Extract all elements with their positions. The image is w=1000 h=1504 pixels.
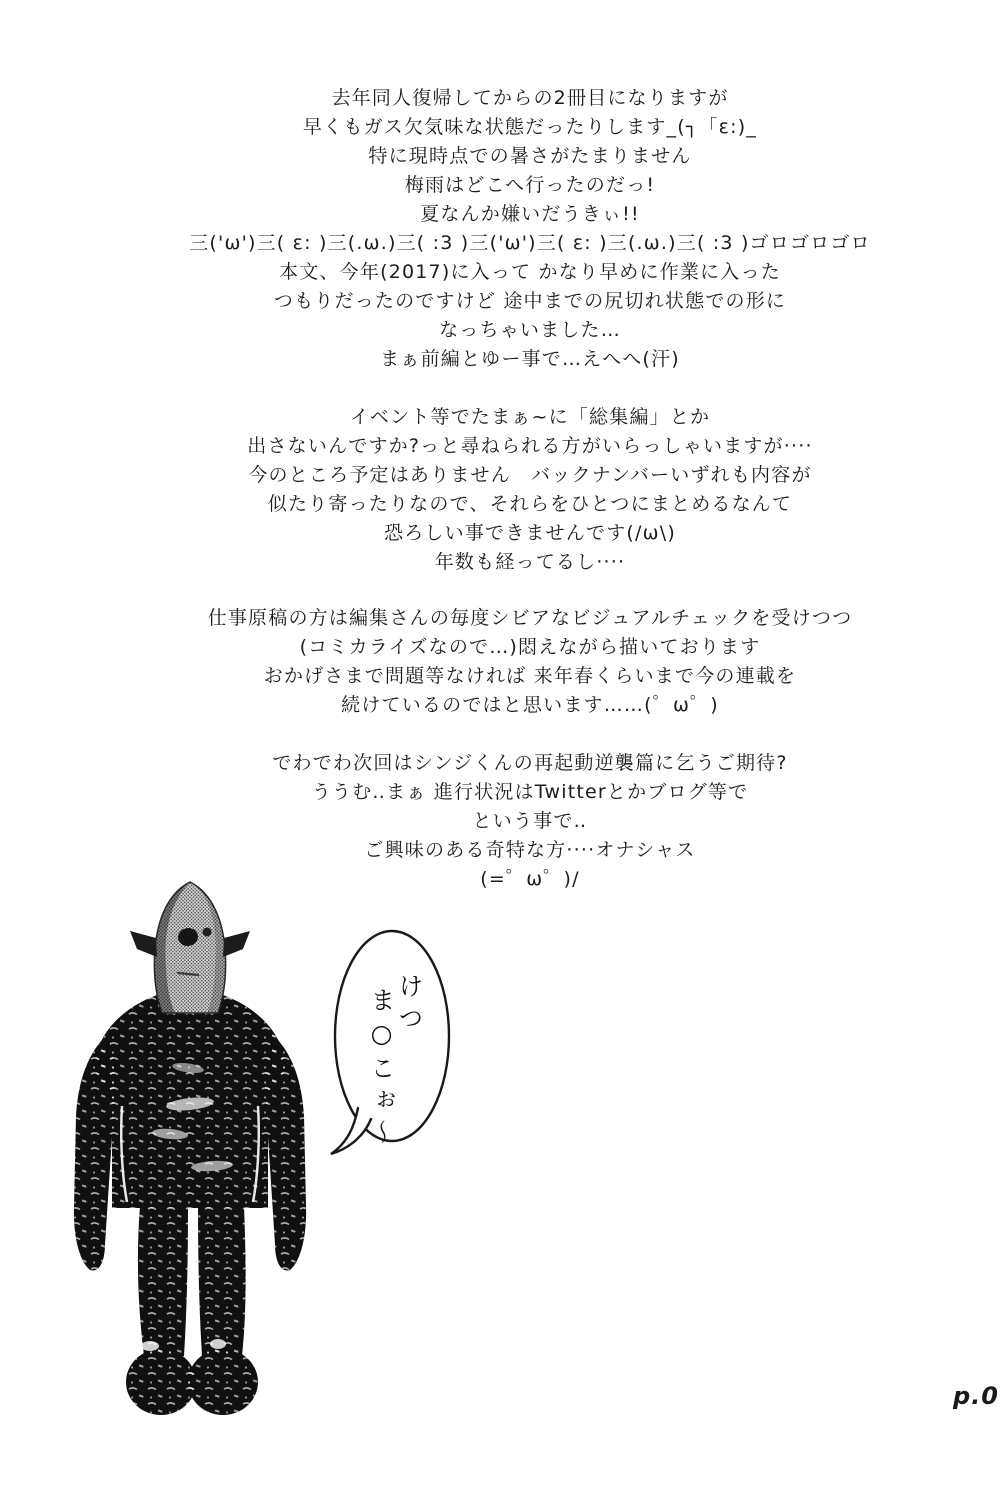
afterword-line: という事で‥ <box>472 810 588 832</box>
afterword-paragraph-3 <box>60 604 1000 720</box>
afterword-line: 早くもガス欠気味な状態だったりします_(┐「ε:)_ <box>302 116 758 138</box>
afterword-line: 年数も経ってるし···· <box>434 551 626 573</box>
afterword-line: 夏なんか嫌いだうきぃ!! <box>420 203 640 225</box>
afterword-line: (コミカライズなので…)悶えながら描いております <box>299 636 761 658</box>
afterword-line: なっちゃいました… <box>439 319 621 341</box>
afterword-line: 似たり寄ったりなので、それらをひとつにまとめるなんて <box>267 493 793 515</box>
afterword-line: 去年同人復帰してからの2冊目になりますが <box>331 87 729 109</box>
afterword-line: イベント等でたまぁ~に「総集編」とか <box>349 406 711 428</box>
afterword-line: でわでわ次回はシンジくんの再起動逆襲篇に乞うご期待? <box>272 752 788 774</box>
afterword-line: 続けているのではと思います……(゜ω゜) <box>341 694 719 716</box>
speech-bubble-text-right: けつ <box>395 973 424 1037</box>
afterword-line: 今のところ予定はありません バックナンバーいずれも内容が <box>248 464 812 486</box>
afterword-paragraph-4 <box>60 749 1000 894</box>
afterword-line: つもりだったのですけど 途中までの尻切れ状態での形に <box>273 290 787 312</box>
afterword-line: 特に現時点での暑さがたまりません <box>368 145 692 167</box>
robot-figure-illustration <box>70 876 314 1428</box>
afterword-line: まぁ前編とゆー事で…えへへ(汗) <box>380 348 680 370</box>
afterword-line: 仕事原稿の方は編集さんの毎度シビアなビジュアルチェックを受けつつ <box>207 607 853 629</box>
afterword-paragraph-1 <box>60 84 1000 374</box>
afterword-line: ご興味のある奇特な方····オナシャス <box>364 839 696 861</box>
afterword-line-kaomoji: 三('ω')三( ε: )三(.ω.)三( :3 )三('ω')三( ε: )三(.ω.)三( :3 )ゴロゴロゴロ <box>189 232 871 254</box>
afterword-line: 恐ろしい事できませんです(/ω\) <box>384 522 676 544</box>
afterword-line: ううむ‥まぁ 進行状況はTwitterとかブログ等で <box>311 781 749 803</box>
afterword-line: おかげさまで問題等なければ 来年春くらいまで今の連載を <box>263 665 797 687</box>
page-number: p.0 <box>953 1382 999 1410</box>
afterword-line: 本文、今年(2017)に入って かなり早めに作業に入った <box>279 261 781 283</box>
afterword-paragraph-2 <box>60 403 1000 577</box>
afterword-line: 梅雨はどこへ行ったのだっ! <box>404 174 656 196</box>
speech-bubble-text-left: ま○こぉ〜 <box>367 987 396 1151</box>
afterword-line: 出さないんですか?っと尋ねられる方がいらっしゃいますが···· <box>247 435 813 457</box>
afterword-line: (=゜ω゜)/ <box>480 868 580 890</box>
